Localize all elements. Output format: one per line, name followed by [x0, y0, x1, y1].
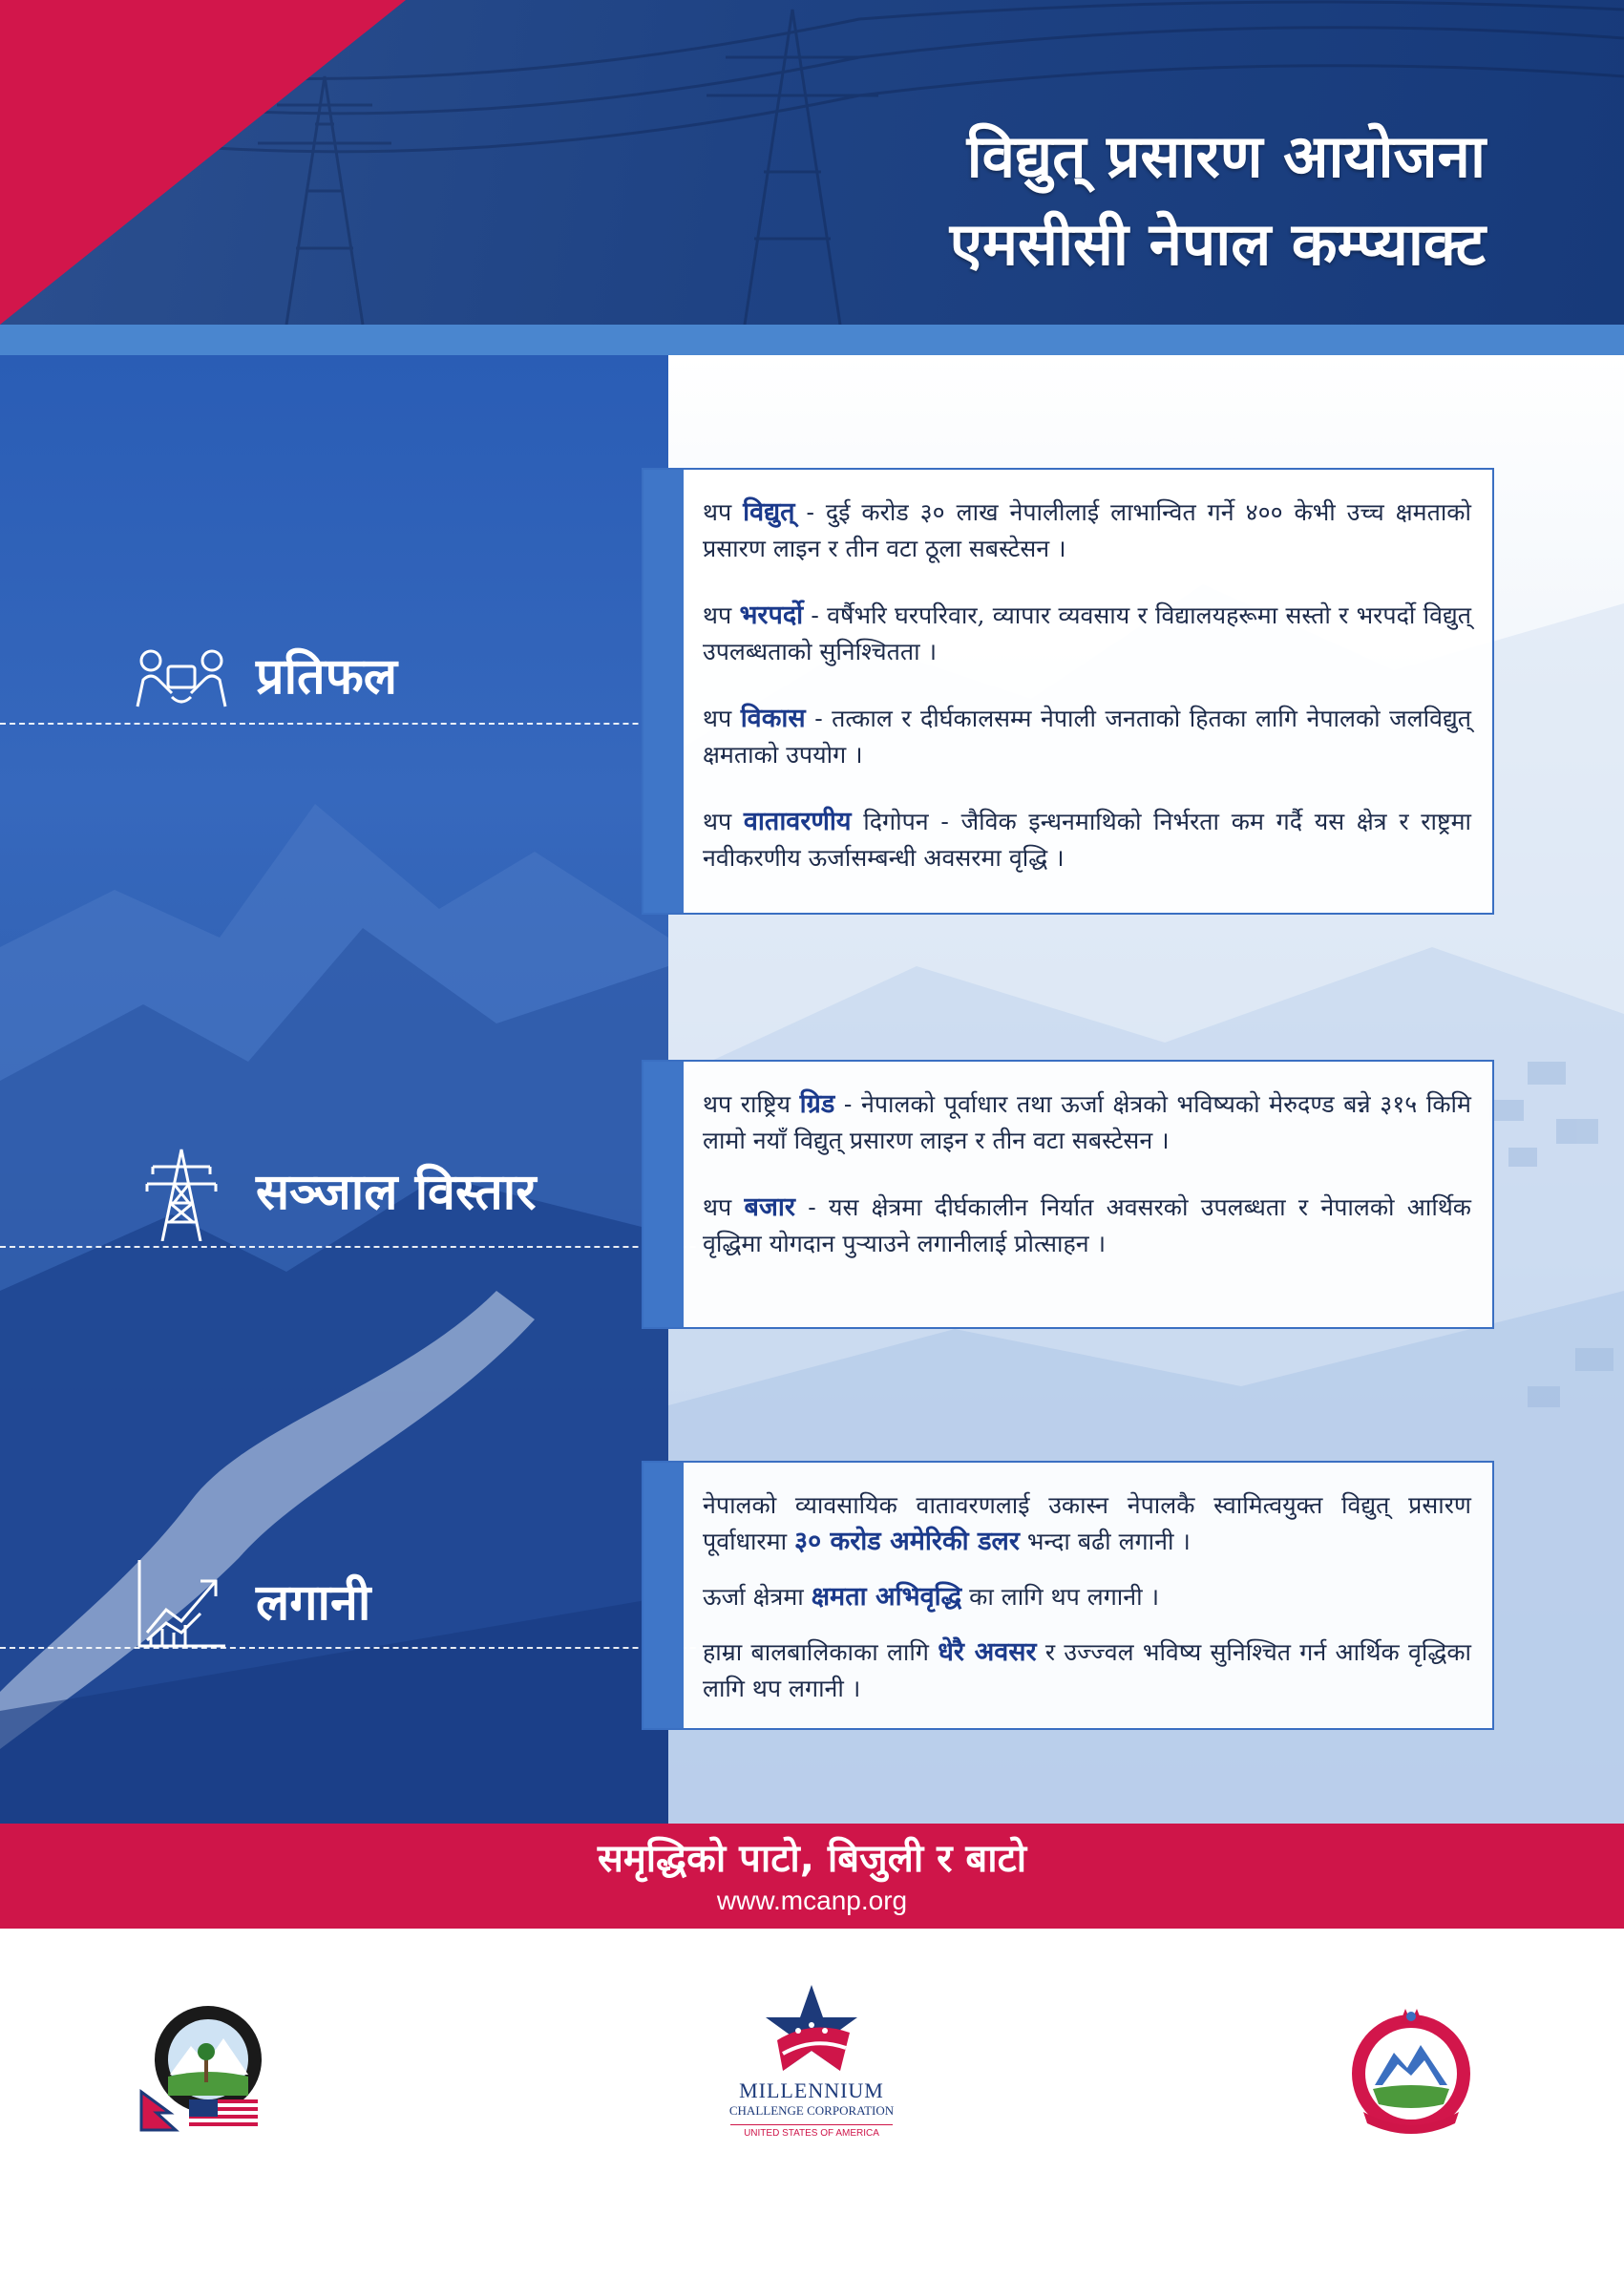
transmission-tower-icon — [134, 1146, 229, 1241]
red-corner-triangle — [0, 0, 406, 325]
box-accent-stripe — [643, 1463, 684, 1728]
box-accent-stripe — [643, 1062, 684, 1327]
info-box-content — [703, 495, 1471, 876]
info-paragraph: थप राष्ट्रिय ग्रिड - नेपालको पूर्वाधार तथा ऊर्जा क्षेत्रको भविष्यको मेरुदण्ड बन्ने ३१५ किमि लामो नयाँ विद्युत् प्रसारण लाइन र तीन वटा सबस्टेसन । — [703, 1089, 1471, 1154]
title-line-2: एमसीसी नेपाल कम्प्याक्ट — [949, 209, 1486, 279]
mcc-logo — [707, 1981, 917, 2182]
section-title: प्रतिफल — [256, 648, 398, 706]
info-box-content — [703, 1086, 1471, 1262]
footer-band — [0, 1824, 1624, 1929]
info-paragraph: थप बजार - यस क्षेत्रमा दीर्घकालीन निर्यात अवसरको उपलब्धता र नेपालको आर्थिक वृद्धिमा योगदान पुऱ्याउने लगानीलाई प्रोत्साहन । — [703, 1192, 1471, 1257]
mcc-star-logo-icon — [707, 1981, 917, 2077]
government-of-nepal-emblem — [1344, 2005, 1478, 2139]
website-link[interactable]: www.mcanp.org — [716, 1886, 908, 1915]
info-paragraph: ऊर्जा क्षेत्रमा क्षमता अभिवृद्धि का लागि थप लगानी । — [703, 1582, 1160, 1612]
section-label-lagani — [0, 1537, 668, 1680]
info-box-content — [703, 1487, 1471, 1707]
header-divider-band — [0, 325, 1624, 355]
mca-nepal-logo — [132, 2000, 285, 2134]
section-title: सञ्जाल विस्तार — [256, 1164, 537, 1221]
mcc-name: MILLENNIUM — [739, 2078, 884, 2102]
growth-chart-icon — [134, 1556, 229, 1652]
footer-slogan: समृद्धिको पाटो, बिजुली र बाटो — [597, 1837, 1027, 1881]
page-title — [626, 113, 1486, 288]
info-paragraph: थप भरपर्दो - वर्षैभरि घरपरिवार, व्यापार व्यवसाय र विद्यालयहरूमा सस्तो र भरपर्दो विद्युत् उपलब्धताको सुनिश्चितता । — [703, 601, 1471, 665]
info-box-sanjal-bistar — [642, 1060, 1494, 1329]
info-paragraph: थप विद्युत् - दुई करोड ३० लाख नेपालीलाई लाभान्वित गर्ने ४०० केभी उच्च क्षमताको प्रसारण लाइन र तीन वटा ठूला सबस्टेसन । — [703, 497, 1471, 562]
mca-nepal-logo-icon — [132, 2000, 285, 2134]
info-box-lagani — [642, 1461, 1494, 1730]
mcc-subtitle: CHALLENGE CORPORATION — [728, 2103, 895, 2118]
nepal-emblem-icon — [1344, 2005, 1478, 2139]
section-label-pratiphal — [0, 611, 668, 754]
section-label-sanjal-bistar — [0, 1127, 668, 1270]
info-paragraph: नेपालको व्यावसायिक वातावरणलाई उकास्न नेपालकै स्वामित्वयुक्त विद्युत् प्रसारण पूर्वाधारमा ३० करोड अमेरिकी डलर भन्दा बढी लगानी । — [703, 1491, 1471, 1556]
people-handshake-icon — [134, 630, 229, 726]
info-paragraph: थप वातावरणीय दिगोपन - जैविक इन्धनमाथिको निर्भरता कम गर्दै यस क्षेत्र र राष्ट्रमा नवीकरणीय ऊर्जासम्बन्धी अवसरमा वृद्धि । — [703, 807, 1471, 872]
box-accent-stripe — [643, 470, 684, 913]
section-title: लगानी — [256, 1574, 371, 1632]
header-banner — [0, 0, 1624, 325]
mcc-country: UNITED STATES OF AMERICA — [730, 2124, 893, 2141]
info-box-pratiphal — [642, 468, 1494, 915]
info-paragraph: हाम्रा बालबालिकाका लागि धेरै अवसर र उज्ज्वल भविष्य सुनिश्चित गर्न आर्थिक वृद्धिका लागि थप लगानी । — [703, 1637, 1472, 1702]
title-line-1: विद्युत् प्रसारण आयोजना — [966, 121, 1486, 191]
info-paragraph: थप विकास - तत्काल र दीर्घकालसम्म नेपाली जनताको हितका लागि नेपालको जलविद्युत् क्षमताको उपयोग । — [703, 704, 1471, 769]
